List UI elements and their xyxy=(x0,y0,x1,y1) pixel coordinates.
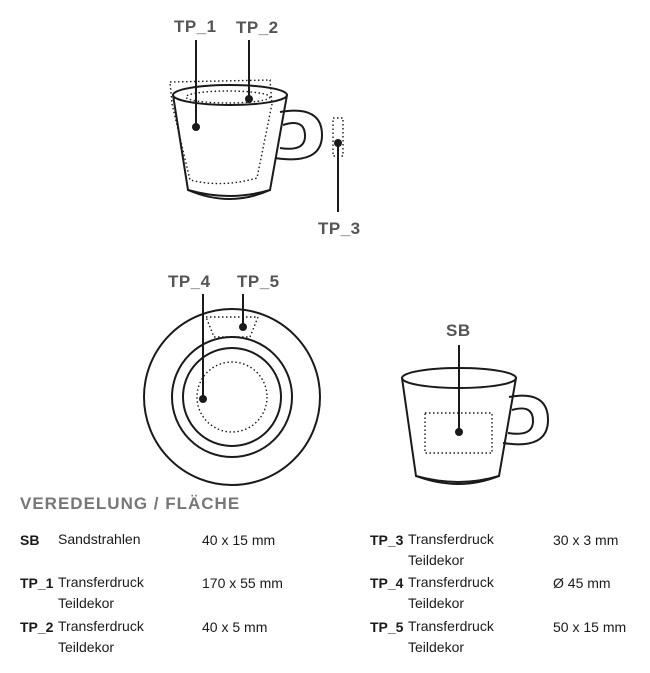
tp3-leader-dot xyxy=(335,140,341,146)
label-tp3: TP_3 xyxy=(318,219,361,238)
tp2-print-area xyxy=(186,91,270,103)
row-detail: Teildekor xyxy=(58,595,115,611)
row-size: 50 x 15 mm xyxy=(553,619,627,635)
row-detail: Teildekor xyxy=(408,595,465,611)
section-title: VEREDELUNG / FLÄCHE xyxy=(20,494,241,513)
row-size: 40 x 15 mm xyxy=(202,532,276,548)
tp2-leader-dot xyxy=(246,96,252,102)
tp5-print-area xyxy=(206,317,258,337)
label-sb: SB xyxy=(446,321,471,340)
cup-side-view-sb xyxy=(402,368,548,484)
row-process: Transferdruck xyxy=(408,531,494,547)
row-size: Ø 45 mm xyxy=(553,575,611,591)
row-size: 40 x 5 mm xyxy=(202,619,268,635)
row-detail: Teildekor xyxy=(408,552,465,568)
row-code: TP_2 xyxy=(20,619,54,635)
saucer-top-view xyxy=(144,309,320,485)
row-code: TP_3 xyxy=(370,532,404,548)
tp4-print-area xyxy=(197,362,267,432)
tp5-leader-dot xyxy=(240,324,246,330)
row-size: 170 x 55 mm xyxy=(202,575,283,591)
row-size: 30 x 3 mm xyxy=(553,532,619,548)
tp1-leader-dot xyxy=(193,124,199,130)
label-tp4: TP_4 xyxy=(168,272,211,291)
label-tp2: TP_2 xyxy=(236,18,279,37)
row-detail: Teildekor xyxy=(58,639,115,655)
row-code: SB xyxy=(20,532,40,548)
row-process: Transferdruck xyxy=(408,618,494,634)
row-process: Transferdruck xyxy=(408,574,494,590)
row-detail: Teildekor xyxy=(408,639,465,655)
sb-leader-dot xyxy=(456,429,462,435)
row-code: TP_1 xyxy=(20,575,54,591)
label-tp5: TP_5 xyxy=(237,272,280,291)
row-process: Transferdruck xyxy=(58,618,144,634)
row-process: Sandstrahlen xyxy=(58,531,141,547)
row-code: TP_4 xyxy=(370,575,404,591)
row-code: TP_5 xyxy=(370,619,404,635)
label-tp1: TP_1 xyxy=(174,17,217,36)
tp4-leader-dot xyxy=(200,396,206,402)
row-process: Transferdruck xyxy=(58,574,144,590)
